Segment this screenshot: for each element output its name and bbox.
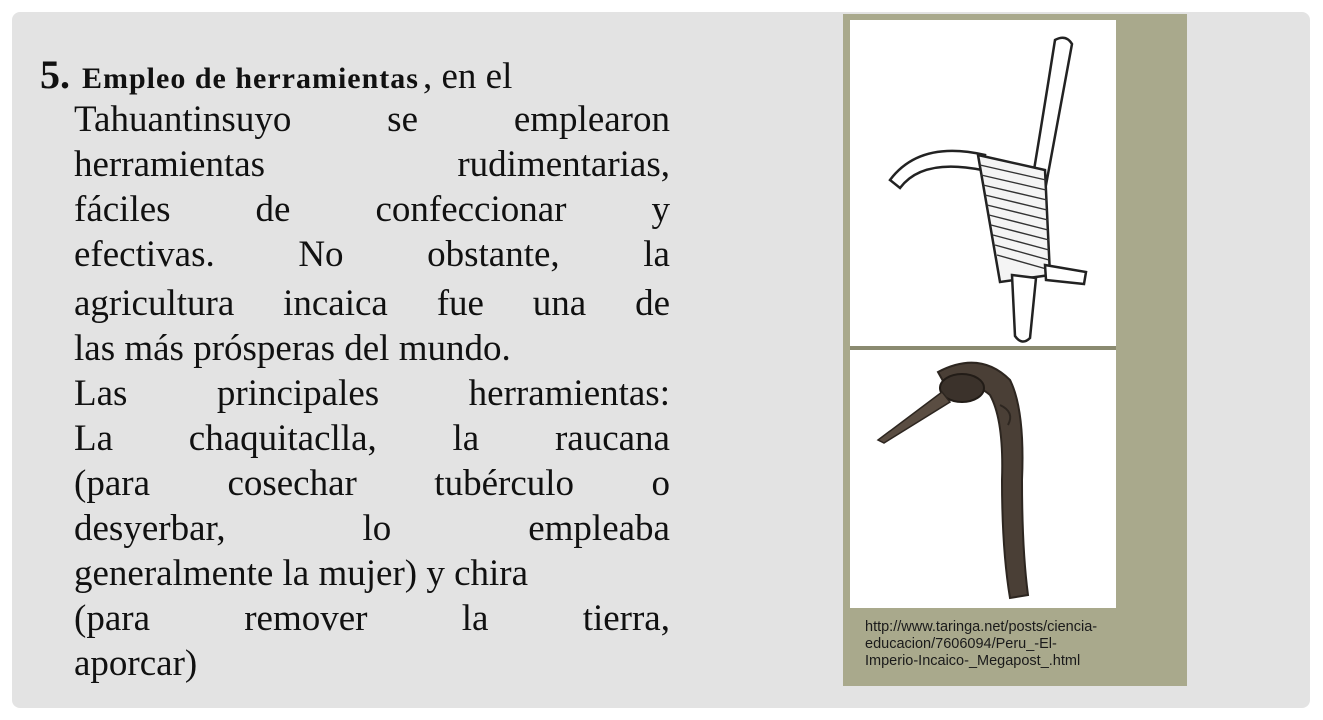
image-source-caption <box>865 619 1185 670</box>
paragraph-lines <box>70 97 670 686</box>
paragraph-line <box>70 232 670 277</box>
paragraph-word: obstante, <box>427 234 560 275</box>
paragraph-line <box>70 551 670 596</box>
source-line: http://www.taringa.net/posts/ciencia- <box>865 619 1098 635</box>
paragraph-word: herramientas <box>74 144 266 185</box>
paragraph-line <box>70 641 670 686</box>
paragraph-word: herramientas: <box>468 373 670 414</box>
paragraph-word: empleaba <box>528 508 670 549</box>
paragraph-line <box>70 281 670 326</box>
paragraph-line <box>70 506 670 551</box>
paragraph-line <box>70 371 670 416</box>
paragraph-word: remover <box>244 598 368 639</box>
heading-line <box>40 52 670 97</box>
source-line: educacion/7606094/Peru_-El- <box>865 636 1057 652</box>
paragraph-word: las más prósperas del mundo. <box>74 328 511 369</box>
paragraph-word: aporcar) <box>74 643 198 684</box>
paragraph-line <box>70 97 670 142</box>
paragraph-word: se <box>387 99 418 140</box>
body-text <box>40 52 670 686</box>
paragraph-line <box>70 142 670 187</box>
paragraph-line <box>70 461 670 506</box>
paragraph-word: o <box>651 463 670 504</box>
heading-number: 5. <box>40 52 70 97</box>
heading-bold: Empleo de herramientas <box>82 62 419 95</box>
paragraph-word: cosechar <box>227 463 357 504</box>
paragraph-word: fue <box>436 283 484 324</box>
paragraph-word: la <box>643 234 670 275</box>
paragraph-word: la <box>452 418 480 459</box>
paragraph-word: emplearon <box>513 99 670 140</box>
chaquitaclla-photo-icon <box>850 350 1116 608</box>
paragraph-word: La <box>74 418 114 459</box>
paragraph-word: agricultura <box>74 283 235 324</box>
paragraph-word: efectivas. <box>74 234 215 275</box>
paragraph-word: No <box>298 234 344 275</box>
paragraph-word: Las <box>74 373 128 414</box>
paragraph-word: principales <box>216 373 380 414</box>
paragraph-word: incaica <box>283 283 388 324</box>
heading-rest: , en el <box>422 56 513 97</box>
slide <box>12 12 1310 708</box>
paragraph-word: la <box>461 598 489 639</box>
paragraph-word: una <box>532 283 587 324</box>
paragraph-word: Tahuantinsuyo <box>74 99 292 140</box>
paragraph-line <box>70 596 670 641</box>
paragraph-word: tubérculo <box>434 463 575 504</box>
paragraph-word: chaquitaclla, <box>188 418 377 459</box>
paragraph-word: (para <box>74 598 150 639</box>
source-line: Imperio-Incaico-_Megapost_.html <box>865 653 1081 669</box>
chaquitaclla-drawing-icon <box>850 20 1116 346</box>
paragraph-word: lo <box>362 508 392 549</box>
paragraph-line <box>70 326 670 371</box>
paragraph-word: desyerbar, <box>74 508 226 549</box>
paragraph-word: de <box>635 283 670 324</box>
paragraph-word: y <box>651 189 670 230</box>
paragraph-word: raucana <box>554 418 670 459</box>
paragraph-word: generalmente la mujer) y chira <box>74 553 529 594</box>
paragraph-word: fáciles <box>74 189 171 230</box>
paragraph-word: confeccionar <box>375 189 567 230</box>
paragraph-word: rudimentarias, <box>457 144 670 185</box>
figure-frame <box>843 14 1187 686</box>
paragraph-line <box>70 416 670 461</box>
paragraph-word: tierra, <box>582 598 670 639</box>
paragraph-line <box>70 187 670 232</box>
paragraph-word: (para <box>74 463 150 504</box>
paragraph-word: de <box>255 189 291 230</box>
